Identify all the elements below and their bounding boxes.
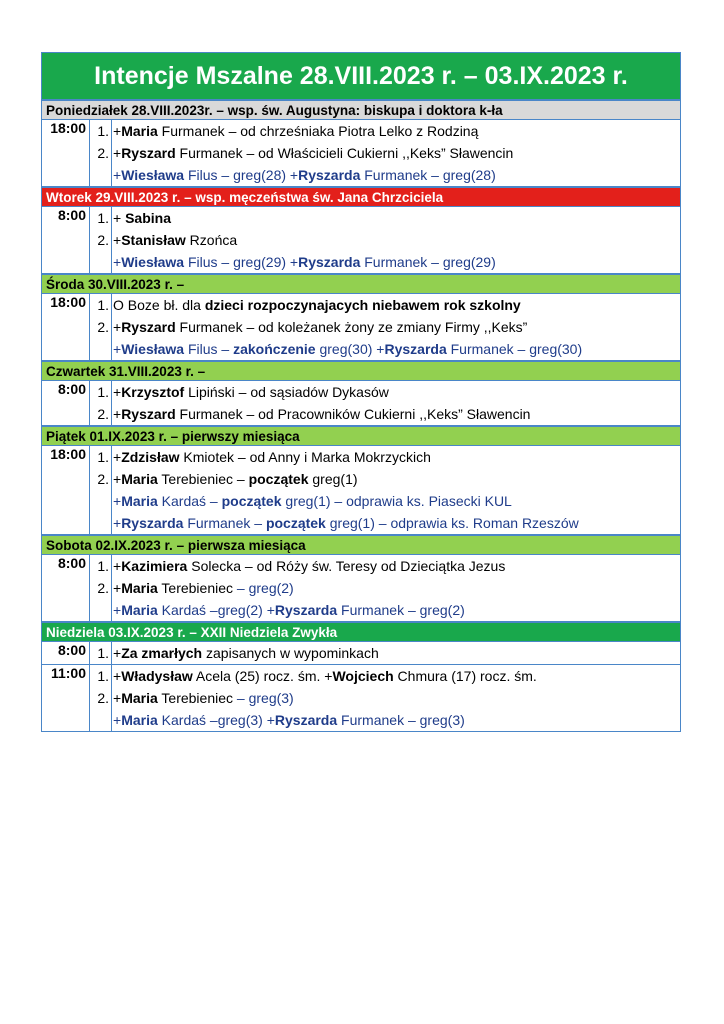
intention-text: Terebieniec	[157, 690, 237, 706]
intention-text: +	[113, 712, 122, 728]
day-header: Piątek 01.IX.2023 r. – pierwszy miesiąca	[42, 426, 680, 446]
intention-number: 2.	[97, 145, 109, 161]
intention-text: +	[113, 341, 122, 357]
intention-text: Kardaś –greg(2) +	[157, 602, 275, 618]
page-title: Intencje Mszalne 28.VIII.2023 r. – 03.IX.2023 r.	[42, 53, 680, 100]
intention-text: Terebieniec	[157, 580, 237, 596]
intention-line	[113, 577, 680, 599]
intention-text: Ryszard	[121, 145, 176, 161]
intention-line	[113, 446, 680, 468]
intention-number: 2.	[97, 319, 109, 335]
intention-number: 2.	[97, 471, 109, 487]
intention-line	[113, 229, 680, 251]
intention-text: Maria	[121, 712, 158, 728]
intention-line	[113, 468, 680, 490]
intention-text: Kardaś –greg(3) +	[157, 712, 275, 728]
day-header: Poniedziałek 28.VIII.2023r. – wsp. św. Augustyna: biskupa i doktora k-ła	[42, 100, 680, 120]
intention-text: Filus – greg(28) +	[184, 167, 299, 183]
intention-text: +	[113, 471, 122, 487]
intention-numbers	[90, 555, 112, 621]
mass-time: 18:00	[42, 446, 90, 534]
mass-block	[42, 642, 680, 664]
intention-text: Kmiotek – od Anny i Marka Mokrzyckich	[179, 449, 431, 465]
intention-text: Furmanek – od Pracowników Cukierni ,,Keks” Sławencin	[175, 406, 531, 422]
intention-list	[112, 120, 680, 186]
intention-text: zakończenie	[233, 341, 316, 357]
intention-list	[112, 294, 680, 360]
intention-line	[113, 490, 680, 512]
intention-text: Ryszarda	[121, 515, 184, 531]
intention-text: Maria	[121, 602, 158, 618]
intention-text: Wiesława	[121, 341, 185, 357]
intention-number: 2.	[97, 232, 109, 248]
intention-text: Furmanek –	[183, 515, 266, 531]
intention-text: O Boze bł. dla	[113, 297, 205, 313]
mass-block	[42, 207, 680, 274]
intention-line	[113, 316, 680, 338]
intention-list	[112, 381, 680, 425]
intention-text: Filus –	[184, 341, 234, 357]
intention-line	[113, 687, 680, 709]
intention-text: +	[113, 602, 122, 618]
mass-block	[42, 555, 680, 622]
intention-line	[113, 403, 680, 425]
days-container	[42, 100, 680, 732]
intention-text: początek	[265, 515, 326, 531]
intention-line	[113, 665, 680, 687]
intention-line	[113, 207, 680, 229]
day-header: Wtorek 29.VIII.2023 r. – wsp. męczeństwa św. Jana Chrzciciela	[42, 187, 680, 207]
intention-text: Za zmarłych	[121, 645, 203, 661]
intention-text: Ryszard	[121, 406, 176, 422]
intention-text: Wiesława	[121, 254, 185, 270]
mass-block	[42, 446, 680, 535]
intention-line	[113, 709, 680, 731]
intention-number: 1.	[97, 668, 109, 684]
intention-text: Furmanek – greg(3)	[337, 712, 465, 728]
day-header: Sobota 02.IX.2023 r. – pierwsza miesiąca	[42, 535, 680, 555]
intention-number: 2.	[97, 690, 109, 706]
intention-text: Władysław	[121, 668, 193, 684]
intention-text: +	[113, 449, 122, 465]
intention-text: początek	[221, 493, 282, 509]
intention-line	[113, 120, 680, 142]
intention-list	[112, 207, 680, 273]
intention-list	[112, 446, 680, 534]
intention-text: Furmanek – greg(2)	[337, 602, 465, 618]
intention-text: – greg(3)	[236, 690, 294, 706]
intention-text: Maria	[121, 690, 158, 706]
intention-text: Filus – greg(29) +	[184, 254, 299, 270]
intention-number: 1.	[97, 558, 109, 574]
intention-line	[113, 251, 680, 273]
day-header: Niedziela 03.IX.2023 r. – XXII Niedziela Zwykła	[42, 622, 680, 642]
intention-text: Chmura (17) rocz. śm.	[393, 668, 537, 684]
intention-text: Rzońca	[185, 232, 238, 248]
intention-text: Terebieniec –	[157, 471, 249, 487]
intention-text: +	[113, 167, 122, 183]
intention-text: Furmanek – od Właścicieli Cukierni ,,Keks” Sławencin	[175, 145, 514, 161]
intention-text: Wiesława	[121, 167, 185, 183]
intention-line	[113, 381, 680, 403]
intention-numbers	[90, 294, 112, 360]
mass-block	[42, 381, 680, 426]
intention-text: Furmanek – greg(30)	[446, 341, 583, 357]
intention-text: greg(1) – odprawia ks. Roman Rzeszów	[325, 515, 579, 531]
intention-number: 1.	[97, 449, 109, 465]
intention-text: Acela (25) rocz. śm. +	[192, 668, 333, 684]
intention-text: +	[113, 319, 122, 335]
intention-text: Lipiński – od sąsiadów Dykasów	[184, 384, 389, 400]
intention-text: greg(1) – odprawia ks. Piasecki KUL	[281, 493, 512, 509]
intention-number: 1.	[97, 210, 109, 226]
intention-text: +	[113, 123, 122, 139]
mass-block	[42, 120, 680, 187]
intention-text: +	[113, 558, 122, 574]
intention-text: Wojciech	[332, 668, 394, 684]
intention-text: Ryszarda	[298, 167, 361, 183]
intention-text: – greg(2)	[236, 580, 294, 596]
intention-numbers	[90, 207, 112, 273]
intention-number: 2.	[97, 406, 109, 422]
intention-text: +	[113, 145, 122, 161]
intention-text: greg(1)	[308, 471, 358, 487]
intention-line	[113, 642, 680, 664]
intention-line	[113, 512, 680, 534]
mass-time: 8:00	[42, 642, 90, 664]
intention-line	[113, 338, 680, 360]
mass-block	[42, 294, 680, 361]
intention-line	[113, 555, 680, 577]
intention-line	[113, 164, 680, 186]
intention-text: Furmanek – od koleżanek żony ze zmiany Firmy ,,Keks”	[175, 319, 528, 335]
intention-numbers	[90, 381, 112, 425]
intention-text: zapisanych w wypominkach	[202, 645, 379, 661]
intention-number: 1.	[97, 645, 109, 661]
intention-numbers	[90, 120, 112, 186]
intention-text: +	[113, 384, 122, 400]
day-header: Środa 30.VIII.2023 r. –	[42, 274, 680, 294]
day-header: Czwartek 31.VIII.2023 r. –	[42, 361, 680, 381]
intentions-table	[41, 52, 681, 732]
intention-number: 2.	[97, 580, 109, 596]
intention-line	[113, 294, 680, 316]
intention-text: Kazimiera	[121, 558, 188, 574]
intention-list	[112, 642, 680, 664]
intention-text: +	[113, 645, 122, 661]
intention-text: +	[113, 232, 122, 248]
intention-text: Zdzisław	[121, 449, 180, 465]
intention-numbers	[90, 446, 112, 534]
intention-text: +	[113, 668, 122, 684]
intention-number: 1.	[97, 123, 109, 139]
intention-text: Furmanek – od chrześniaka Piotra Lelko z Rodziną	[157, 123, 479, 139]
mass-time: 11:00	[42, 665, 90, 731]
intention-text: Ryszarda	[274, 602, 338, 618]
mass-time: 8:00	[42, 555, 90, 621]
intention-text: +	[113, 254, 122, 270]
intention-text: Ryszarda	[384, 341, 447, 357]
intention-text: początek	[248, 471, 309, 487]
intention-text: +	[113, 515, 122, 531]
mass-block	[42, 664, 680, 732]
intention-text: Krzysztof	[121, 384, 185, 400]
intention-text: Sabina	[125, 210, 171, 226]
intention-text: Maria	[121, 471, 158, 487]
intention-text: Ryszarda	[274, 712, 338, 728]
intention-text: Maria	[121, 580, 158, 596]
mass-time: 18:00	[42, 294, 90, 360]
intention-numbers	[90, 642, 112, 664]
intention-text: +	[113, 210, 126, 226]
intention-text: Ryszarda	[298, 254, 361, 270]
intention-text: Solecka – od Róży św. Teresy od Dzieciątka Jezus	[187, 558, 506, 574]
intention-number: 1.	[97, 384, 109, 400]
intention-text: Maria	[121, 493, 158, 509]
intention-text: Furmanek – greg(29)	[360, 254, 496, 270]
mass-time: 8:00	[42, 381, 90, 425]
intention-line	[113, 599, 680, 621]
intention-text: Maria	[121, 123, 158, 139]
intention-text: +	[113, 406, 122, 422]
intention-text: Ryszard	[121, 319, 176, 335]
intention-text: greg(30) +	[315, 341, 385, 357]
intention-list	[112, 665, 680, 731]
intention-text: Kardaś –	[157, 493, 222, 509]
intention-text: dzieci rozpoczynajacych niebawem rok szkolny	[204, 297, 521, 313]
intention-text: +	[113, 690, 122, 706]
intention-text: Stanisław	[121, 232, 186, 248]
intention-text: +	[113, 493, 122, 509]
intention-number: 1.	[97, 297, 109, 313]
intention-text: +	[113, 580, 122, 596]
intention-line	[113, 142, 680, 164]
mass-time: 18:00	[42, 120, 90, 186]
intention-numbers	[90, 665, 112, 731]
intention-text: Furmanek – greg(28)	[360, 167, 496, 183]
mass-time: 8:00	[42, 207, 90, 273]
intention-list	[112, 555, 680, 621]
